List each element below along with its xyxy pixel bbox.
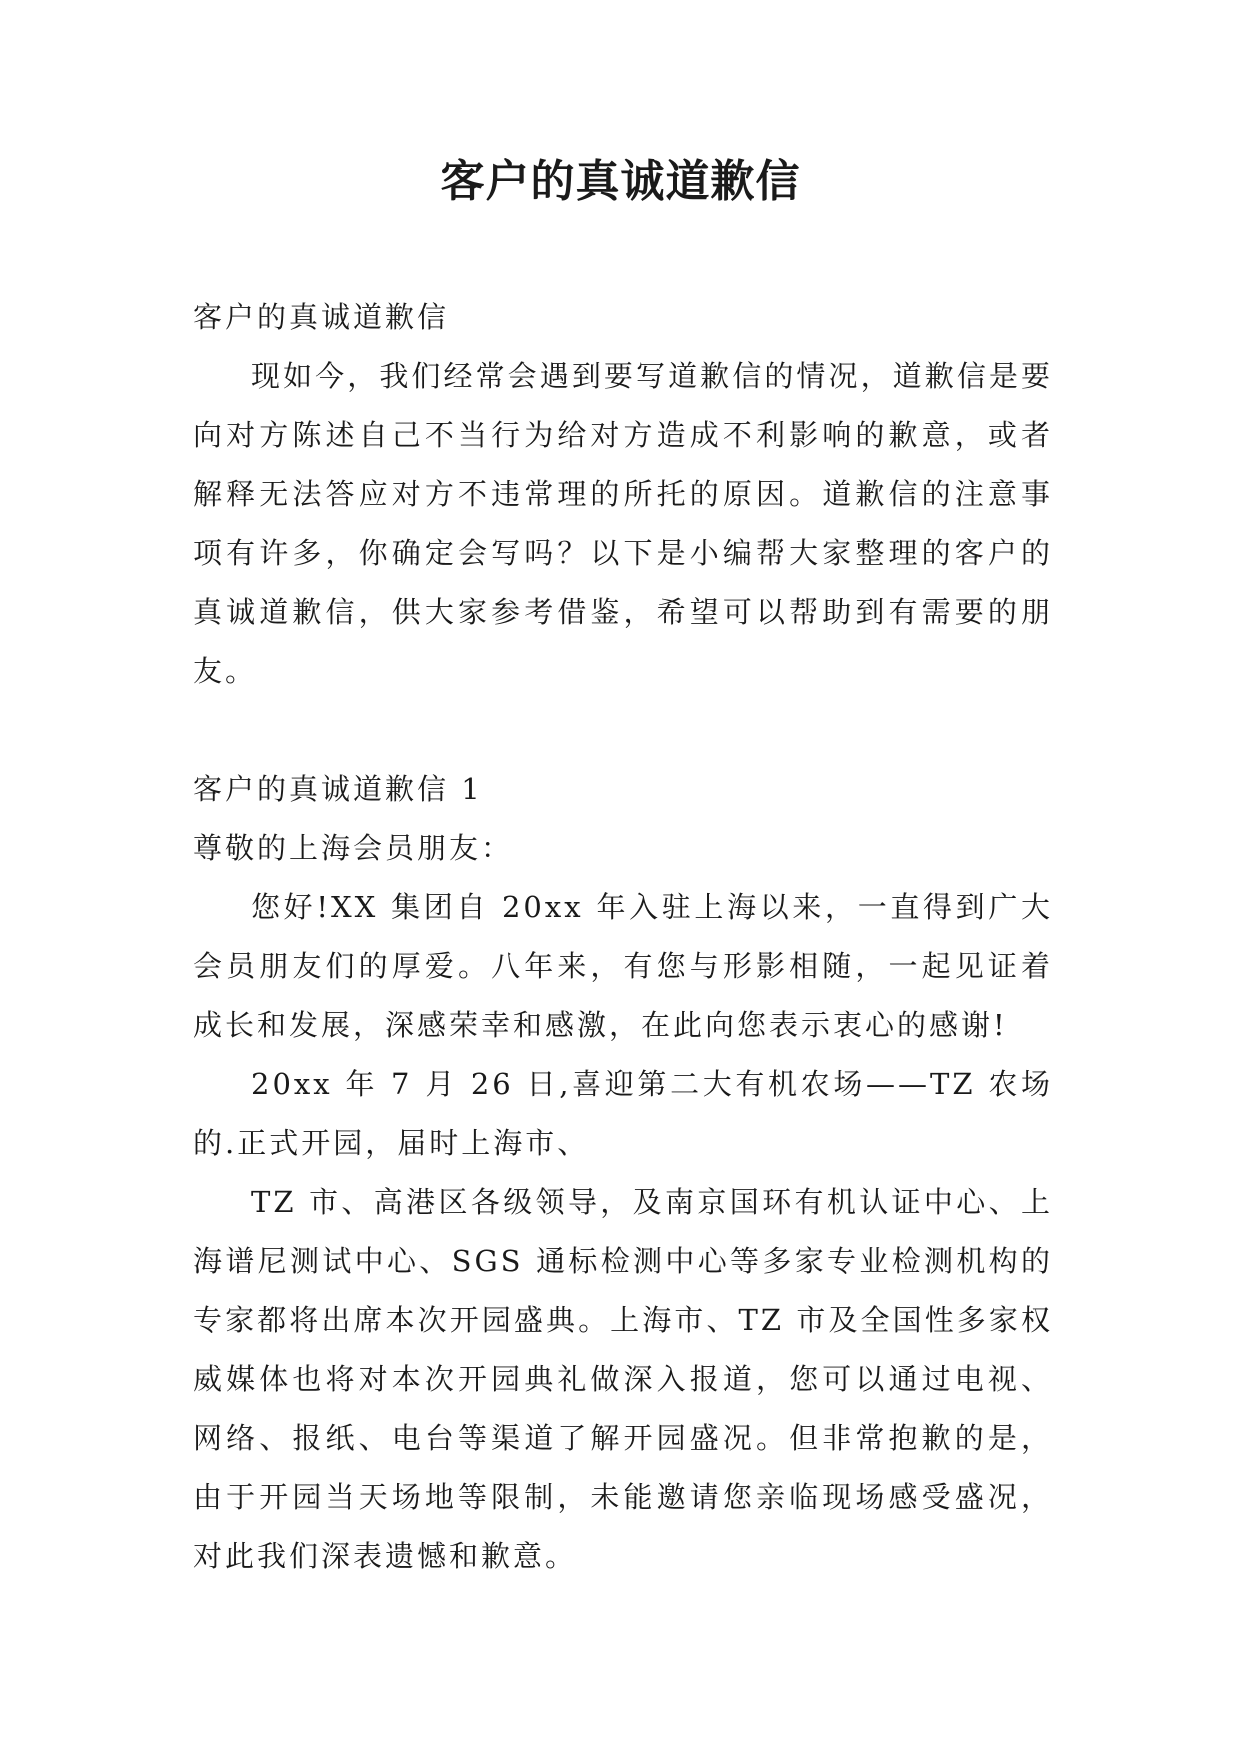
document-subtitle: 客户的真诚道歉信 bbox=[193, 300, 450, 334]
document-title: 客户的真诚道歉信 bbox=[440, 156, 801, 207]
intro-paragraph: 现如今，我们经常会遇到要写道歉信的情况，道歉信是要向对方陈述自己不当行为给对方造成不利影响的歉意，或者解释无法答应对方不违常理的所托的原因。道歉信的注意事项有许多，你确定会写吗？以下是小编帮大家整理的客户的真诚道歉信，供大家参考借鉴，希望可以帮助到有需要的朋友。 bbox=[193, 359, 1053, 688]
body-paragraph: TZ 市、高港区各级领导，及南京国环有机认证中心、上海谱尼测试中心、SGS 通标检测中心等多家专业检测机构的专家都将出席本次开园盛典。上海市、TZ 市及全国性多家权威媒体也将对本次开园典礼做深入报道，您可以通过电视、网络、报纸、电台等渠道了解开园盛况。但非常抱歉的是，由于开园当天场地等限制，未能邀请您亲临现场感受盛况，对此我们深表遗憾和歉意。 bbox=[193, 1185, 1053, 1573]
body-paragraph: 20xx 年 7 月 26 日,喜迎第二大有机农场——TZ 农场的.正式开园，届时上海市、 bbox=[193, 1067, 1053, 1160]
body-paragraph: 您好!XX 集团自 20xx 年入驻上海以来，一直得到广大会员朋友们的厚爱。八年来，有您与形影相随，一起见证着成长和发展，深感荣幸和感激，在此向您表示衷心的感谢! bbox=[193, 890, 1053, 1042]
paragraph-gap bbox=[193, 701, 1053, 760]
section-heading: 客户的真诚道歉信 1 bbox=[193, 772, 483, 806]
salutation: 尊敬的上海会员朋友： bbox=[193, 831, 514, 865]
document-body bbox=[193, 288, 1053, 1586]
